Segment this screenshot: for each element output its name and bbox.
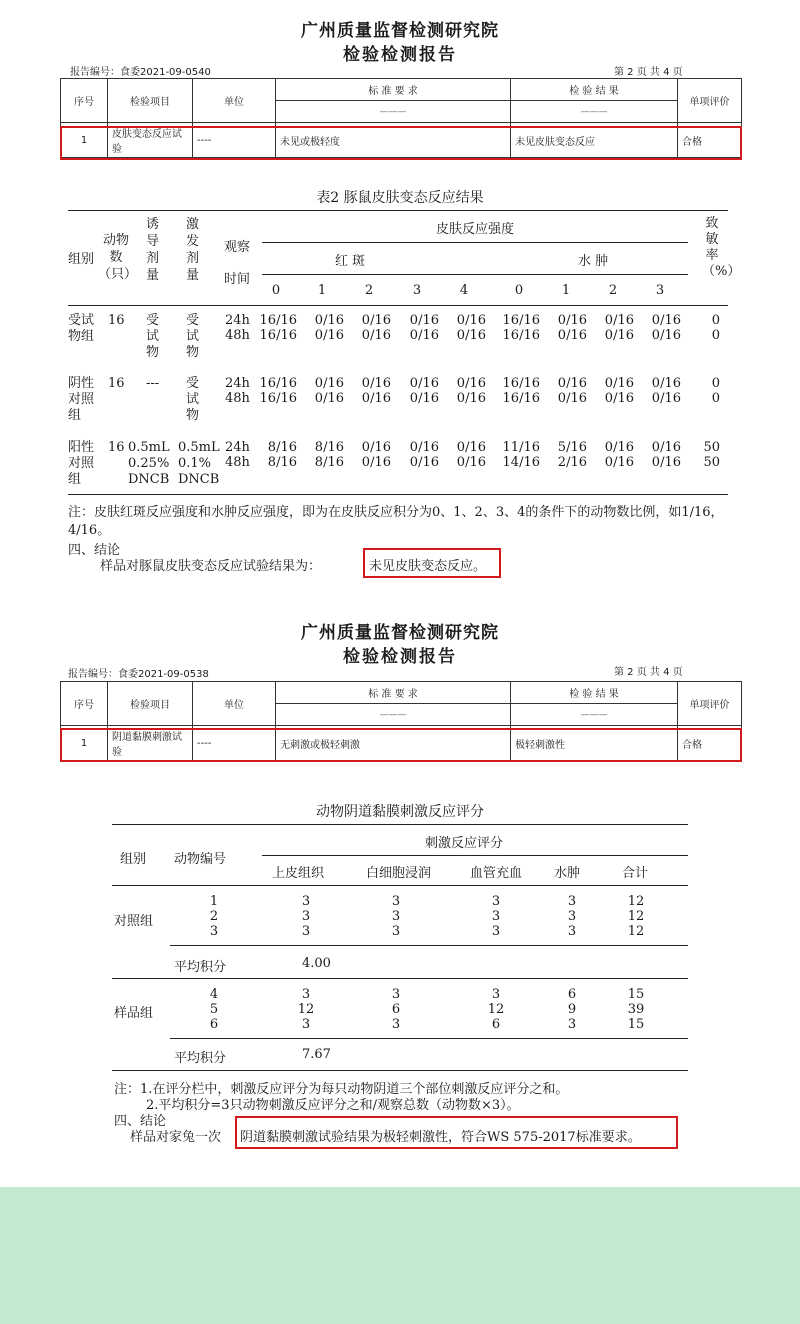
score-c5: 15 [627,987,645,1002]
row-unit: ---- [193,123,276,158]
score-c2: 3 [391,909,401,924]
score-c2: 6 [391,1002,401,1017]
edema-value: 0/16 [557,328,587,343]
erythema-value: 0/16 [409,376,439,391]
score-c3: 3 [491,987,501,1002]
control-avg-label: 平均积分 [174,960,227,975]
erythema-value: 0/16 [314,328,344,343]
note2-line1: 注：1.在评分栏中，刺激反应评分为每只动物阴道三个部位刺激反应评分之和。 [114,1082,569,1097]
score-c3: 12 [487,1002,505,1017]
header-result-dash-2: ——— [511,704,678,726]
erythema-value: 16/16 [259,391,297,406]
obs-time: 24h [225,440,250,455]
conclusion-prefix-2: 样品对家兔一次 [130,1130,222,1145]
score-c4: 3 [567,924,577,939]
edema-value: 11/16 [502,440,540,455]
sensitization-rate: 0 [711,376,720,391]
irr-col-c4: 水肿 [554,866,581,881]
header-unit-2: 单位 [193,682,276,726]
footer-band [0,1187,800,1324]
erythema-value: 0/16 [361,376,391,391]
note-1: 注：皮肤红斑反应强度和水肿反应强度，即为在皮肤反应积分为0、1、2、3、4的条件下的动物数比例，如1/16，4/16。 [68,505,724,538]
report-subtitle: 检验检测报告 [343,45,457,65]
table2-title: 表2 豚鼠皮肤变态反应结果 [316,190,484,206]
conclusion-value-1: 未见皮肤变态反应。 [369,559,487,574]
note2-line2: 2.平均积分=3只动物刺激反应评分之和/观察总数（动物数×3）。 [146,1098,520,1113]
col-group: 组别 [68,252,95,267]
row-result: 未见皮肤变态反应 [511,123,678,158]
highlight-box-conclusion-2 [235,1116,678,1149]
erythema-value: 8/16 [267,455,297,470]
highlight-box-row [60,126,742,160]
erythema-value: 0/16 [409,391,439,406]
highlight-box-row-2 [60,728,742,762]
group-label: 受试物组 [68,313,95,344]
irr-col-c2: 白细胞浸润 [366,866,432,881]
score-d-0: 0 [514,283,524,298]
sample-group-label: 样品组 [114,1006,154,1021]
erythema-value: 0/16 [456,376,486,391]
score-c5: 15 [627,1017,645,1032]
control-group-label: 对照组 [114,914,154,929]
header-result: 检 验 结 果 [511,79,678,101]
score-c2: 3 [391,894,401,909]
score-e-3: 3 [412,283,422,298]
edema-value: 14/16 [502,455,540,470]
erythema-value: 0/16 [456,313,486,328]
header-result-dash: ——— [511,101,678,123]
irr-col-c3: 血管充血 [470,866,523,881]
edema-value: 0/16 [651,391,681,406]
score-c5: 39 [627,1002,645,1017]
erythema-value: 0/16 [456,440,486,455]
sample-avg-label: 平均积分 [174,1051,227,1066]
induce-dose: --- [146,376,160,391]
animal-id: 1 [209,894,219,909]
col-animals: 动物数（只） [98,233,138,282]
institute-title: 广州质量监督检测研究院 [301,21,499,41]
score-c1: 3 [301,1017,311,1032]
edema-value: 0/16 [604,328,634,343]
sensitization-rate: 0 [711,391,720,406]
erythema-value: 8/16 [314,455,344,470]
erythema-value: 16/16 [259,328,297,343]
row-seq-2: 1 [61,726,108,761]
row-item-2: 阴道黏膜刺激试验 [108,726,193,761]
animal-id: 2 [209,909,219,924]
erythema-value: 0/16 [361,455,391,470]
sample-avg-value: 7.67 [302,1047,331,1062]
score-c4: 9 [567,1002,577,1017]
row-seq: 1 [61,123,108,158]
score-c3: 3 [491,909,501,924]
sensitization-rate: 0 [711,313,720,328]
edema-value: 16/16 [502,391,540,406]
obs-time: 24h [225,376,250,391]
report-number: 报告编号：食委2021-09-0540 [70,67,211,78]
score-d-2: 2 [608,283,618,298]
row-result-2: 极轻刺激性 [511,726,678,761]
col-erythema: 红 斑 [335,254,366,269]
edema-value: 0/16 [651,328,681,343]
score-d-3: 3 [655,283,665,298]
score-c4: 6 [567,987,577,1002]
erythema-value: 0/16 [409,455,439,470]
erythema-value: 16/16 [259,376,297,391]
score-e-4: 4 [459,283,469,298]
erythema-value: 8/16 [267,440,297,455]
conclusion-heading-2: 四、结论 [114,1114,167,1129]
edema-value: 16/16 [502,376,540,391]
header-item-2: 检验项目 [108,682,193,726]
score-c2: 3 [391,924,401,939]
col-time: 观察时间 [224,240,251,287]
sensitization-rate: 0 [711,328,720,343]
institute-title-2: 广州质量监督检测研究院 [301,623,499,643]
edema-value: 5/16 [557,440,587,455]
animal-id: 6 [209,1017,219,1032]
header-seq-2: 序号 [61,682,108,726]
edema-value: 0/16 [604,440,634,455]
stim-dose: 受试物 [186,376,200,423]
erythema-value: 0/16 [409,313,439,328]
erythema-value: 0/16 [456,455,486,470]
page-info: 第 2 页 共 4 页 [614,67,683,78]
group-label: 阳性对照组 [68,440,95,487]
erythema-value: 0/16 [361,391,391,406]
edema-value: 0/16 [604,455,634,470]
irr-col-animal: 动物编号 [174,852,227,867]
score-c3: 6 [491,1017,501,1032]
induce-dose: 0.5mL 0.25% DNCB [128,440,170,487]
conclusion-value-2: 阴道黏膜刺激试验结果为极轻刺激性，符合WS 575-2017标准要求。 [240,1130,641,1145]
page-info-2: 第 2 页 共 4 页 [614,667,683,678]
edema-value: 0/16 [557,376,587,391]
header-standard: 标 准 要 求 [276,79,511,101]
erythema-value: 0/16 [409,440,439,455]
sensitization-rate: 50 [703,440,720,455]
row-judge: 合格 [678,123,742,158]
score-c2: 3 [391,987,401,1002]
erythema-value: 0/16 [409,328,439,343]
score-c1: 12 [297,1002,315,1017]
row-item: 皮肤变态反应试验 [108,123,193,158]
irr-col-score: 刺激反应评分 [425,836,504,851]
erythema-value: 0/16 [456,328,486,343]
score-c3: 3 [491,924,501,939]
highlight-box-conclusion-1 [363,548,501,578]
score-c1: 3 [301,987,311,1002]
animal-id: 4 [209,987,219,1002]
col-stim: 激发剂量 [186,217,200,283]
score-c1: 3 [301,894,311,909]
erythema-value: 0/16 [361,313,391,328]
score-c1: 3 [301,924,311,939]
edema-value: 0/16 [651,313,681,328]
erythema-value: 0/16 [456,391,486,406]
sensitization-rate: 50 [703,455,720,470]
conclusion-prefix-1: 样品对豚鼠皮肤变态反应试验结果为： [100,559,322,574]
control-avg-value: 4.00 [302,956,331,971]
report-number-2: 报告编号：食委2021-09-0538 [68,669,209,680]
erythema-value: 0/16 [314,391,344,406]
edema-value: 16/16 [502,313,540,328]
erythema-value: 0/16 [361,440,391,455]
obs-time: 48h [225,455,250,470]
score-c4: 3 [567,909,577,924]
header-standard-dash: ——— [276,101,511,123]
header-result-2: 检 验 结 果 [511,682,678,704]
edema-value: 0/16 [604,391,634,406]
edema-value: 0/16 [557,313,587,328]
induce-dose: 受试物 [146,313,160,360]
header-item: 检验项目 [108,79,193,123]
animal-count: 16 [108,440,125,455]
erythema-value: 0/16 [314,376,344,391]
edema-value: 16/16 [502,328,540,343]
col-induce: 诱导剂量 [146,217,160,283]
animal-count: 16 [108,376,125,391]
stim-dose: 受试物 [186,313,200,360]
animal-id: 5 [209,1002,219,1017]
score-e-2: 2 [364,283,374,298]
header-standard-dash-2: ——— [276,704,511,726]
erythema-value: 16/16 [259,313,297,328]
header-seq: 序号 [61,79,108,123]
animal-count: 16 [108,313,125,328]
row-standard-2: 无刺激或极轻刺激 [276,726,511,761]
edema-value: 0/16 [651,455,681,470]
header-unit: 单位 [193,79,276,123]
edema-value: 0/16 [651,376,681,391]
score-e-1: 1 [317,283,327,298]
score-c4: 3 [567,894,577,909]
col-edema: 水 肿 [578,254,609,269]
erythema-value: 8/16 [314,440,344,455]
edema-value: 2/16 [557,455,587,470]
erythema-value: 0/16 [361,328,391,343]
edema-value: 0/16 [651,440,681,455]
irr-col-c5: 合计 [622,866,649,881]
score-c5: 12 [627,894,645,909]
obs-time: 48h [225,391,250,406]
score-c5: 12 [627,924,645,939]
report-subtitle-2: 检验检测报告 [343,647,457,667]
score-e-0: 0 [271,283,281,298]
irritation-table-title: 动物阴道黏膜刺激反应评分 [316,804,484,820]
header-judge-2: 单项评价 [678,682,742,726]
col-strength: 皮肤反应强度 [436,222,515,237]
conclusion-heading-1: 四、结论 [68,543,121,558]
obs-time: 48h [225,328,250,343]
score-c5: 12 [627,909,645,924]
irr-col-c1: 上皮组织 [272,866,325,881]
col-rate: 致敏率（%） [702,216,741,279]
score-d-1: 1 [561,283,571,298]
header-standard-2: 标 准 要 求 [276,682,511,704]
irr-col-group: 组别 [120,852,147,867]
edema-value: 0/16 [604,313,634,328]
score-c2: 3 [391,1017,401,1032]
row-judge-2: 合格 [678,726,742,761]
row-standard: 未见或极轻度 [276,123,511,158]
score-c1: 3 [301,909,311,924]
erythema-value: 0/16 [314,313,344,328]
edema-value: 0/16 [557,391,587,406]
stim-dose: 0.5mL 0.1% DNCB [178,440,220,487]
score-c3: 3 [491,894,501,909]
edema-value: 0/16 [604,376,634,391]
header-judge: 单项评价 [678,79,742,123]
group-label: 阴性对照组 [68,376,95,423]
obs-time: 24h [225,313,250,328]
row-unit-2: ---- [193,726,276,761]
score-c4: 3 [567,1017,577,1032]
animal-id: 3 [209,924,219,939]
